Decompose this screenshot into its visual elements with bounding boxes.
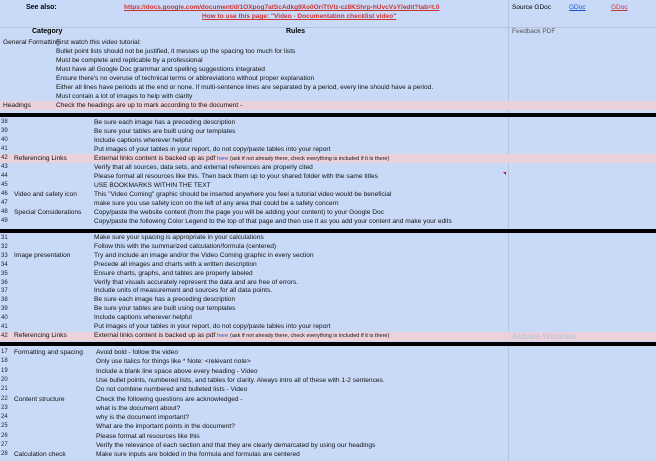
rule-cell <box>94 127 506 136</box>
rule-text: Copy/paste the following Color Legend to the top of that page and then use it as you add your content and make your edits <box>94 218 452 225</box>
rule-cell <box>96 376 506 385</box>
rule-cell <box>94 314 506 323</box>
pdf-here-link[interactable]: here <box>217 332 229 339</box>
row-number: 38 <box>1 119 8 125</box>
gdoc-link-2[interactable]: GDoc <box>611 4 628 11</box>
category-cell: Headings <box>3 102 31 109</box>
rule-text: Please format all resources like this <box>96 432 200 440</box>
rule-text: Include a blank line space above every heading - Video <box>96 367 258 375</box>
row-number: 47 <box>1 200 8 206</box>
rule-cell <box>94 287 506 296</box>
table-row[interactable] <box>0 38 656 47</box>
rule-cell <box>94 145 506 154</box>
rule-text: Be sure your tables are built using our templates <box>94 305 236 313</box>
row-number: 39 <box>1 128 8 134</box>
rule-text: Must have all Google Doc grammar and spelling suggestions integrated <box>56 66 265 73</box>
row-number: 35 <box>1 270 8 277</box>
category-cell: Formatting and spacing <box>14 349 83 356</box>
how-to-link[interactable]: How to use this page: "Video - Documentation checklist video" <box>202 13 397 20</box>
source-gdoc-label: Source GDoc <box>512 4 552 11</box>
rule-text: Include units of measurement and sources for all data points. <box>94 287 273 295</box>
rule-cell <box>96 450 506 459</box>
rule-cell <box>96 385 506 394</box>
rule-text: Verify the relevance of each section and that they are clearly demarcated by using our headings <box>96 442 376 449</box>
table-row[interactable] <box>0 270 656 279</box>
row-number: 41 <box>1 324 8 330</box>
row-number: 46 <box>1 191 8 197</box>
row-number: 24 <box>1 414 8 421</box>
table-row[interactable] <box>0 261 656 270</box>
rule-text: Verify that visuals accurately represent the data and are free of errors. <box>94 278 299 286</box>
row-number: 26 <box>1 432 8 439</box>
table-row[interactable] <box>0 234 656 243</box>
rule-text: make sure you use safety icon on the left of any area that could be a safety concern <box>94 200 339 207</box>
row-number: 19 <box>1 367 8 374</box>
rule-text: Only use italics for things like * Note: <relevant note> <box>96 358 251 366</box>
row-number: 22 <box>1 395 8 402</box>
rule-note: (ask if not already there, check everything is included if it is there) <box>230 332 390 339</box>
row-number: 27 <box>1 442 8 448</box>
rule-text: External links content is backed up as pdf <box>94 155 216 162</box>
rule-text: USE BOOKMARKS WITHIN THE TEXT <box>94 182 211 189</box>
table-row[interactable] <box>0 145 656 154</box>
table-row[interactable] <box>0 441 656 450</box>
rule-text: Include captions wherever helpful <box>94 314 192 322</box>
row-number: 39 <box>1 306 8 313</box>
rule-cell <box>96 432 506 441</box>
row-number: 25 <box>1 423 8 430</box>
table-row[interactable] <box>0 287 656 296</box>
table-row[interactable] <box>0 127 656 136</box>
feedback-header: Feedback PDF <box>512 28 556 35</box>
rule-text: Make sure your spacing is appropriate in your calculations <box>94 234 264 241</box>
rule-text: Bullet point lists should not be justified, it messes up the spacing too much for lists <box>56 48 296 55</box>
category-cell: Referencing Links <box>14 331 67 339</box>
row-number: 18 <box>1 358 8 365</box>
section-panel-4 <box>0 346 656 461</box>
table-row[interactable] <box>0 118 656 127</box>
rule-text: First watch this video tutorial: <box>56 39 142 46</box>
rule-cell <box>94 154 506 163</box>
table-row[interactable] <box>0 83 656 92</box>
table-row[interactable] <box>0 367 656 376</box>
table-row[interactable] <box>0 163 656 172</box>
table-row[interactable] <box>0 217 656 226</box>
rule-text: why is the document important? <box>96 414 190 422</box>
row-number: 28 <box>1 451 8 458</box>
rule-text: Be sure your tables are built using our templates <box>94 128 236 135</box>
row-number: 42 <box>1 332 8 339</box>
rule-cell <box>56 47 506 56</box>
rule-cell <box>96 395 506 404</box>
category-cell: Image presentation <box>14 251 71 259</box>
row-number: 38 <box>1 297 8 304</box>
category-cell: Calculation check <box>14 451 66 459</box>
category-header: Category <box>32 28 63 35</box>
rule-cell <box>56 56 506 65</box>
rule-cell <box>94 208 506 217</box>
rule-text: What are the important points in the document? <box>96 423 235 431</box>
pdf-here-link[interactable]: here <box>217 156 229 162</box>
table-row[interactable] <box>0 422 656 431</box>
rule-text: Precede all images and charts with a written description <box>94 260 257 268</box>
rule-cell <box>96 413 506 422</box>
rule-cell <box>96 348 506 357</box>
row-number: 41 <box>1 146 8 152</box>
table-row[interactable] <box>0 450 656 459</box>
row-number: 49 <box>1 218 8 224</box>
rules-header: Rules <box>286 28 306 35</box>
rule-cell <box>56 65 506 74</box>
table-row[interactable] <box>0 432 656 441</box>
rule-text: Follow this with the summarized calculation/formula (centered) <box>94 242 277 250</box>
rule-cell <box>94 270 506 279</box>
rule-text: Must contain a lot of images to help with clarity <box>56 93 193 100</box>
table-row[interactable] <box>0 376 656 385</box>
rule-text: what is the document about? <box>96 404 181 412</box>
table-row[interactable] <box>0 252 656 261</box>
rule-text: Put images of your tables in your report, do not copy/paste tables into your report <box>94 146 331 153</box>
rule-cell <box>94 172 506 181</box>
row-number: 42 <box>1 155 8 161</box>
rule-cell <box>96 357 506 366</box>
row-number: 45 <box>1 182 8 188</box>
rule-text: Avoid bold - follow the video <box>96 349 178 356</box>
table-row[interactable] <box>0 65 656 74</box>
table-row[interactable] <box>0 296 656 305</box>
row-number: 21 <box>1 386 8 393</box>
table-row[interactable] <box>0 47 656 56</box>
rule-cell <box>94 243 506 252</box>
rule-cell <box>56 83 506 92</box>
table-row[interactable] <box>0 190 656 199</box>
rule-cell <box>56 101 506 110</box>
table-row[interactable] <box>0 199 656 208</box>
row-number: 48 <box>1 209 8 215</box>
rule-text: Ensure there's no overuse of technical terms or abbreviations without proper explanation <box>56 75 315 82</box>
category-cell: General Formatting <box>3 39 60 46</box>
rule-cell <box>94 252 506 261</box>
row-number: 33 <box>1 252 8 259</box>
rule-text: Be sure each image has a preceding description <box>94 119 236 126</box>
row-number: 20 <box>1 376 8 383</box>
rule-text: Ensure charts, graphs, and tables are properly labeled <box>94 269 253 277</box>
rule-cell <box>94 332 506 341</box>
table-row[interactable] <box>0 74 656 83</box>
rule-text: Copy/paste the website content (from the page you will be adding your content) to your Google Doc <box>94 209 384 216</box>
rule-text: Make sure inputs are bolded in the formula and formulas are centered <box>96 451 300 459</box>
table-row[interactable] <box>0 92 656 101</box>
row-number: 32 <box>1 243 8 250</box>
rule-cell <box>94 296 506 305</box>
row-number: 43 <box>1 164 8 170</box>
row-number: 44 <box>1 173 8 179</box>
row-number: 31 <box>1 235 8 241</box>
rule-text: Check the following questions are acknowledged - <box>96 395 243 403</box>
rule-cell <box>94 190 506 199</box>
table-row[interactable] <box>0 395 656 404</box>
rule-cell <box>56 74 506 83</box>
table-row[interactable] <box>0 172 656 181</box>
row-number: 36 <box>1 279 8 286</box>
rule-cell <box>94 136 506 145</box>
table-row[interactable] <box>0 348 656 357</box>
rule-cell <box>94 323 506 332</box>
table-row[interactable] <box>0 323 656 332</box>
rule-text: Check the headings are up to mark according to the document - <box>56 102 243 109</box>
rule-text: Try and include an image and/or the Video Coming graphic in every section <box>94 251 314 259</box>
table-row[interactable] <box>0 314 656 323</box>
top-panel <box>0 0 656 113</box>
category-cell: Video and safety icon <box>14 191 77 198</box>
activate-windows-watermark: Activate Windows <box>512 332 576 341</box>
table-row[interactable] <box>0 279 656 288</box>
table-row[interactable] <box>0 56 656 65</box>
rule-cell <box>96 404 506 413</box>
rule-cell <box>56 92 506 101</box>
row-number: 23 <box>1 404 8 411</box>
doc-url-link[interactable]: https://docs.google.com/document/d/1OXpog7atScAdkg9Xo0OriTtVlz-cz8KShrp-hUvcVsY/edit?tab=t.0 <box>124 4 440 11</box>
row-number: 34 <box>1 261 8 268</box>
rule-cell <box>94 181 506 190</box>
rule-text: Please format all resources like this. Then back them up to your shared folder with the same titles <box>94 173 378 180</box>
rule-text: Do not combine numbered and bulleted lists - Video <box>96 386 248 394</box>
section-panel-3 <box>0 233 656 342</box>
rule-text: Be sure each image has a preceding description <box>94 296 236 304</box>
rule-cell <box>94 305 506 314</box>
see-also-label: See also: <box>26 4 57 11</box>
row-number: 40 <box>1 137 8 143</box>
rule-cell <box>94 163 506 172</box>
rule-cell <box>94 118 506 127</box>
table-row[interactable] <box>0 181 656 190</box>
rule-text: Must be complete and replicable by a professional <box>56 57 203 64</box>
rule-text: Either all lines have periods at the end or none. If multi-sentence lines are separated by a period, every line should have a period. <box>56 84 434 91</box>
table-row[interactable] <box>0 404 656 413</box>
table-row[interactable] <box>0 357 656 366</box>
rule-note: (ask if not already there, check everything is included if it is there) <box>230 156 390 162</box>
rule-cell <box>94 217 506 226</box>
rule-cell <box>94 199 506 208</box>
rule-text: This "Video Coming" graphic should be inserted anywhere you feel a tutorial video would be beneficial <box>94 191 392 198</box>
table-row[interactable] <box>0 208 656 217</box>
table-row[interactable] <box>0 136 656 145</box>
table-row[interactable] <box>0 413 656 422</box>
rule-cell <box>94 261 506 270</box>
rule-cell <box>96 422 506 431</box>
table-row[interactable] <box>0 243 656 252</box>
row-number: 40 <box>1 315 8 322</box>
rule-text: Use bullet points, numbered lists, and tables for clarity. Always intro all of these with 1-2 sentences. <box>96 376 385 384</box>
rule-text: Verify that all sources, data sets, and external references are properly cited <box>94 164 313 171</box>
table-row[interactable] <box>0 101 656 110</box>
table-row[interactable] <box>0 305 656 314</box>
row-number: 37 <box>1 288 8 295</box>
rule-cell <box>56 38 506 47</box>
category-cell: Special Considerations <box>14 209 82 216</box>
row-number: 17 <box>1 349 8 355</box>
rule-cell <box>96 441 506 450</box>
table-row[interactable] <box>0 154 656 163</box>
category-cell: Referencing Links <box>14 155 67 162</box>
category-cell: Content structure <box>14 395 65 403</box>
gdoc-link-1[interactable]: GDoc <box>569 4 586 11</box>
rule-cell <box>94 234 506 243</box>
section-panel-2 <box>0 117 656 229</box>
table-row[interactable] <box>0 385 656 394</box>
rule-cell <box>94 279 506 288</box>
rule-text: Put images of your tables in your report, do not copy/paste tables into your report <box>94 323 331 330</box>
rule-text: External links content is backed up as pdf <box>94 331 216 339</box>
rule-text: Include captions wherever helpful <box>94 137 192 144</box>
rule-cell <box>96 367 506 376</box>
